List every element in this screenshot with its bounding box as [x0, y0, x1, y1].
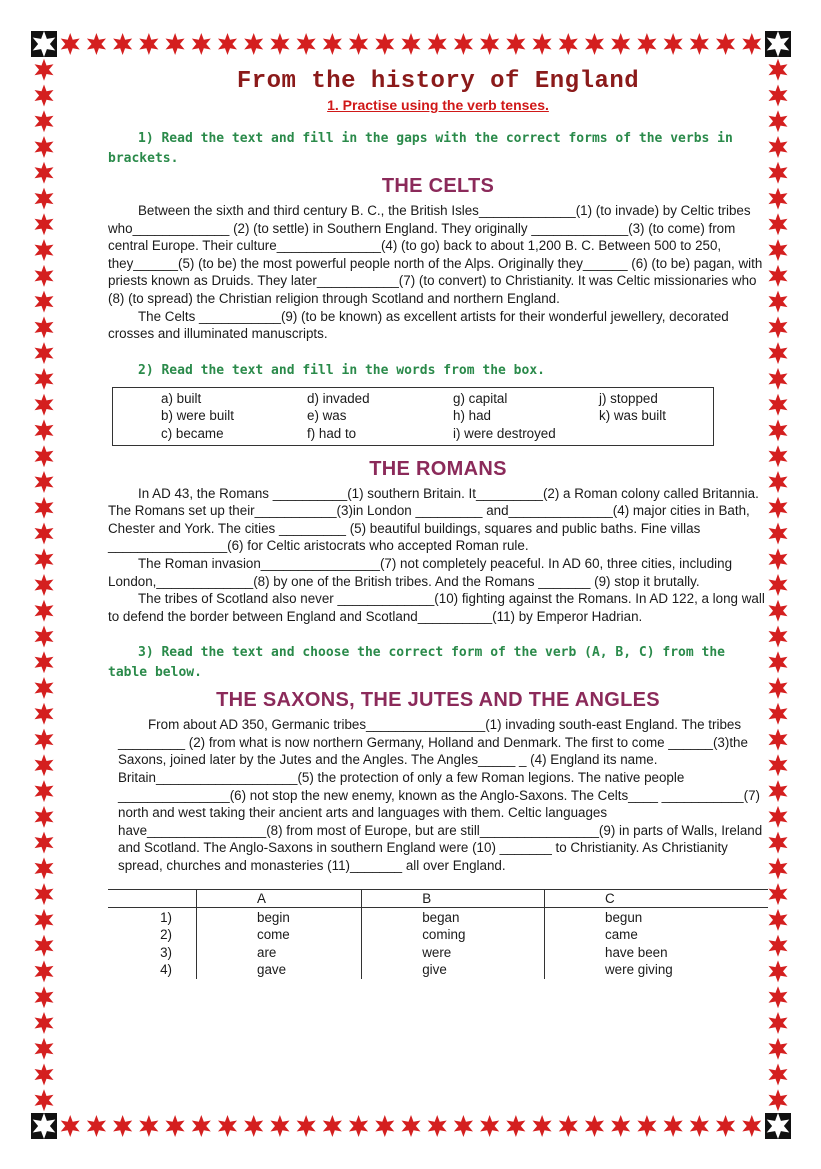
star-icon — [35, 497, 54, 519]
table-cell: come — [197, 926, 362, 944]
star-icon — [611, 33, 630, 55]
star-icon — [35, 1064, 54, 1086]
star-icon — [375, 1115, 394, 1137]
star-icon — [61, 1115, 80, 1137]
star-icon — [769, 1089, 788, 1111]
star-icon — [716, 1115, 735, 1137]
star-icon — [428, 1115, 447, 1137]
table-cell: gave — [197, 961, 362, 979]
word-box-row — [121, 390, 705, 408]
table-cell: begin — [197, 908, 362, 926]
star-icon — [769, 651, 788, 673]
star-icon — [349, 33, 368, 55]
task3-instruction: 3) Read the text and choose the correct form of the verb (A, B, C) from the table below. — [108, 645, 725, 681]
star-icon — [35, 832, 54, 854]
star-icon — [769, 883, 788, 905]
star-icon — [664, 1115, 683, 1137]
star-icon — [139, 33, 158, 55]
star-icon — [35, 110, 54, 132]
star-icon — [35, 857, 54, 879]
star-icon — [35, 471, 54, 493]
star-icon — [611, 1115, 630, 1137]
star-icon — [270, 33, 289, 55]
word-option: g) capital — [453, 390, 508, 406]
star-icon — [742, 1115, 761, 1137]
star-icon — [769, 368, 788, 390]
star-icon — [297, 33, 316, 55]
table-header-cell: B — [362, 889, 545, 908]
star-icon — [35, 935, 54, 957]
task2-paragraph-2: The Roman invasion________________(7) not completely peaceful. In AD 60, three cities, including London,_____________(8) by one of the British tribes. And the Romans _______ (9) stop it brutally. — [108, 555, 733, 589]
star-icon — [533, 33, 552, 55]
star-icon — [35, 291, 54, 313]
star-icon — [506, 1115, 525, 1137]
task2-instruction: 2) Read the text and fill in the words from the box. — [138, 362, 545, 378]
star-icon — [769, 780, 788, 802]
word-option: i) were destroyed — [453, 425, 556, 441]
star-icon — [716, 33, 735, 55]
table-header-cell — [108, 889, 197, 908]
table-cell: 1) — [108, 908, 197, 926]
star-icon — [113, 1115, 132, 1137]
table-row — [108, 926, 768, 944]
star-icon — [35, 316, 54, 338]
star-icon — [559, 33, 578, 55]
star-icon — [506, 33, 525, 55]
star-icon — [637, 33, 656, 55]
star-icon — [35, 1012, 54, 1034]
star-icon — [35, 806, 54, 828]
page-title: From the history of England — [236, 68, 640, 95]
star-icon — [769, 59, 788, 81]
table-cell: have been — [605, 944, 668, 960]
star-icon — [769, 960, 788, 982]
star-icon — [87, 1115, 106, 1137]
table-cell: came — [605, 927, 638, 943]
star-icon — [35, 703, 54, 725]
star-icon — [769, 239, 788, 261]
star-icon — [454, 1115, 473, 1137]
word-option: k) was built — [599, 408, 666, 424]
star-icon — [35, 523, 54, 545]
star-icon — [769, 986, 788, 1008]
page-subtitle: 1. Practise using the verb tenses. — [327, 97, 549, 113]
table-header-row — [108, 889, 768, 908]
star-icon — [480, 33, 499, 55]
star-icon — [35, 59, 54, 81]
star-icon — [35, 548, 54, 570]
star-icon — [769, 316, 788, 338]
star-icon — [35, 651, 54, 673]
table-row — [108, 943, 768, 961]
star-icon — [769, 806, 788, 828]
star-icon — [769, 419, 788, 441]
star-icon — [35, 394, 54, 416]
task3-heading: THE SAXONS, THE JUTES AND THE ANGLES — [216, 689, 660, 712]
table-row — [108, 961, 768, 979]
star-icon — [35, 213, 54, 235]
star-icon — [769, 703, 788, 725]
star-icon — [769, 1012, 788, 1034]
star-icon — [323, 33, 342, 55]
star-icon — [769, 1064, 788, 1086]
table-cell: began — [362, 908, 545, 926]
star-icon — [769, 471, 788, 493]
star-icon — [585, 33, 604, 55]
table-cell: coming — [362, 926, 545, 944]
task1-heading: THE CELTS — [381, 175, 495, 197]
star-icon — [35, 265, 54, 287]
star-icon — [35, 600, 54, 622]
star-icon — [35, 960, 54, 982]
task2-heading: THE ROMANS — [369, 457, 507, 480]
star-icon — [559, 1115, 578, 1137]
star-icon — [139, 1115, 158, 1137]
star-icon — [218, 1115, 237, 1137]
star-icon — [192, 1115, 211, 1137]
star-icon — [35, 188, 54, 210]
word-option: f) had to — [307, 425, 357, 441]
table-header-cell: C — [545, 889, 768, 908]
word-box — [112, 387, 714, 446]
star-icon — [769, 162, 788, 184]
star-icon — [218, 33, 237, 55]
star-icon — [192, 33, 211, 55]
table-cell: were — [362, 943, 545, 961]
task1-instruction: 1) Read the text and fill in the gaps with the correct forms of the verbs in brackets. — [108, 131, 733, 166]
star-icon — [664, 33, 683, 55]
star-icon — [35, 368, 54, 390]
star-icon — [35, 342, 54, 364]
star-icon — [35, 754, 54, 776]
table-cell: 3) — [108, 943, 197, 961]
star-icon — [113, 33, 132, 55]
star-icon — [35, 626, 54, 648]
star-icon — [769, 265, 788, 287]
star-icon — [35, 85, 54, 107]
star-icon — [35, 677, 54, 699]
star-icon — [35, 909, 54, 931]
star-icon — [349, 1115, 368, 1137]
word-option: d) invaded — [307, 390, 370, 406]
star-icon — [35, 1089, 54, 1111]
table-cell: are — [197, 943, 362, 961]
star-icon — [690, 1115, 709, 1137]
table-header-cell: A — [197, 889, 362, 908]
star-icon — [769, 1038, 788, 1060]
table-row — [108, 908, 768, 926]
star-icon — [769, 110, 788, 132]
table-cell: were giving — [605, 962, 673, 978]
task2-paragraph-1: In AD 43, the Romans __________(1) southern Britain. It_________(2) a Roman colony called Britannia. The Romans set up their___________(3)in London _________ and______________(4) major cities in Bath, Chester and York. The cities _________ (5) beautiful buildings, squares and public baths. Fine villas ________________(6) for Celtic aristocrats who accepted Roman rule. — [108, 485, 759, 554]
star-icon — [690, 33, 709, 55]
star-icon — [35, 136, 54, 158]
star-icon — [402, 1115, 421, 1137]
word-option: e) was — [307, 408, 347, 424]
worksheet — [108, 68, 768, 979]
answer-table — [108, 889, 768, 979]
star-icon — [35, 1038, 54, 1060]
star-icon — [244, 1115, 263, 1137]
task2-paragraph-3: The tribes of Scotland also never _____________(10) fighting against the Romans. In AD 122, a long wall to defend the border between England and Scotland__________(11) by Emperor Hadrian. — [108, 591, 765, 624]
task1-paragraph-1: Between the sixth and third century B. C., the British Isles_____________(1) (to invade) by Celtic tribes who_____________ (2) (to settle) in Southern England. They originally _____________(3) (to come) from central Europe. Their culture______________(4) (to go) back to about 1,200 B. C. Between 500 to 250, they______(5) (to be) the most powerful people north of the Alps. Originally they______ (6) (to be) pagan, with priests known as Druids. They later___________(7) (to convert) to Christianity. It was Celtic missionaries who (8) (to spread) the Christian religion through Scotland and northern England. — [108, 203, 763, 306]
star-icon — [35, 162, 54, 184]
star-icon — [35, 729, 54, 751]
star-icon — [769, 832, 788, 854]
star-icon — [297, 1115, 316, 1137]
star-icon — [769, 445, 788, 467]
star-icon — [323, 1115, 342, 1137]
star-icon — [769, 729, 788, 751]
star-icon — [769, 574, 788, 596]
table-cell: 4) — [108, 961, 197, 979]
star-icon — [244, 33, 263, 55]
word-box-row — [121, 425, 705, 443]
star-icon — [35, 986, 54, 1008]
star-icon — [769, 291, 788, 313]
table-cell: give — [362, 961, 545, 979]
table-cell: begun — [605, 909, 643, 925]
word-option: b) were built — [161, 408, 234, 424]
star-icon — [454, 33, 473, 55]
star-icon — [769, 85, 788, 107]
word-option: h) had — [453, 408, 491, 424]
table-cell: 2) — [108, 926, 197, 944]
star-icon — [35, 574, 54, 596]
star-icon — [402, 33, 421, 55]
word-option: a) built — [161, 390, 202, 406]
star-icon — [769, 213, 788, 235]
star-icon — [35, 883, 54, 905]
star-icon — [769, 935, 788, 957]
star-icon — [769, 342, 788, 364]
star-icon — [769, 497, 788, 519]
star-icon — [769, 754, 788, 776]
star-icon — [742, 33, 761, 55]
star-icon — [769, 394, 788, 416]
star-icon — [428, 33, 447, 55]
word-box-row — [121, 407, 705, 425]
star-icon — [35, 239, 54, 261]
star-icon — [769, 626, 788, 648]
star-icon — [769, 523, 788, 545]
word-option: j) stopped — [599, 390, 658, 406]
star-icon — [533, 1115, 552, 1137]
star-icon — [769, 857, 788, 879]
star-icon — [61, 33, 80, 55]
star-icon — [637, 1115, 656, 1137]
star-icon — [769, 188, 788, 210]
word-option: c) became — [161, 425, 224, 441]
star-icon — [769, 909, 788, 931]
star-icon — [166, 33, 185, 55]
star-icon — [769, 548, 788, 570]
star-icon — [769, 136, 788, 158]
star-icon — [480, 1115, 499, 1137]
star-icon — [87, 33, 106, 55]
star-icon — [769, 677, 788, 699]
star-icon — [35, 780, 54, 802]
star-icon — [166, 1115, 185, 1137]
star-icon — [375, 33, 394, 55]
task3-paragraph-1: From about AD 350, Germanic tribes________________(1) invading south-east England. The tribes _________ (2) from what is now northern Germany, Holland and Denmark. The first to come ______(3)the Saxons, joined later by the Jutes and the Angles. The Angles_____ _ (4) England its name. Britain___________________(5) the protection of only a few Roman legions. The native people _______________(6) not stop the new enemy, known as the Anglo-Saxons. The Celts____ ___________(7) north and west taking their ancient arts and languages with them. Celtic languages have________________(8) from most of Europe, but are still________________(9) in parts of Walls, Ireland and Scotland. The Anglo-Saxons in southern England were (10) _______ to Christianity. As Christianity spread, churches and monasteries (11)_______ all over England. — [118, 717, 763, 874]
task1-paragraph-2: The Celts ___________(9) (to be known) as excellent artists for their wonderful jewellery, decorated crosses and illuminated manuscripts. — [108, 308, 729, 342]
word-option — [559, 425, 705, 443]
star-icon — [769, 600, 788, 622]
star-icon — [35, 419, 54, 441]
star-icon — [35, 445, 54, 467]
star-icon — [585, 1115, 604, 1137]
star-icon — [270, 1115, 289, 1137]
